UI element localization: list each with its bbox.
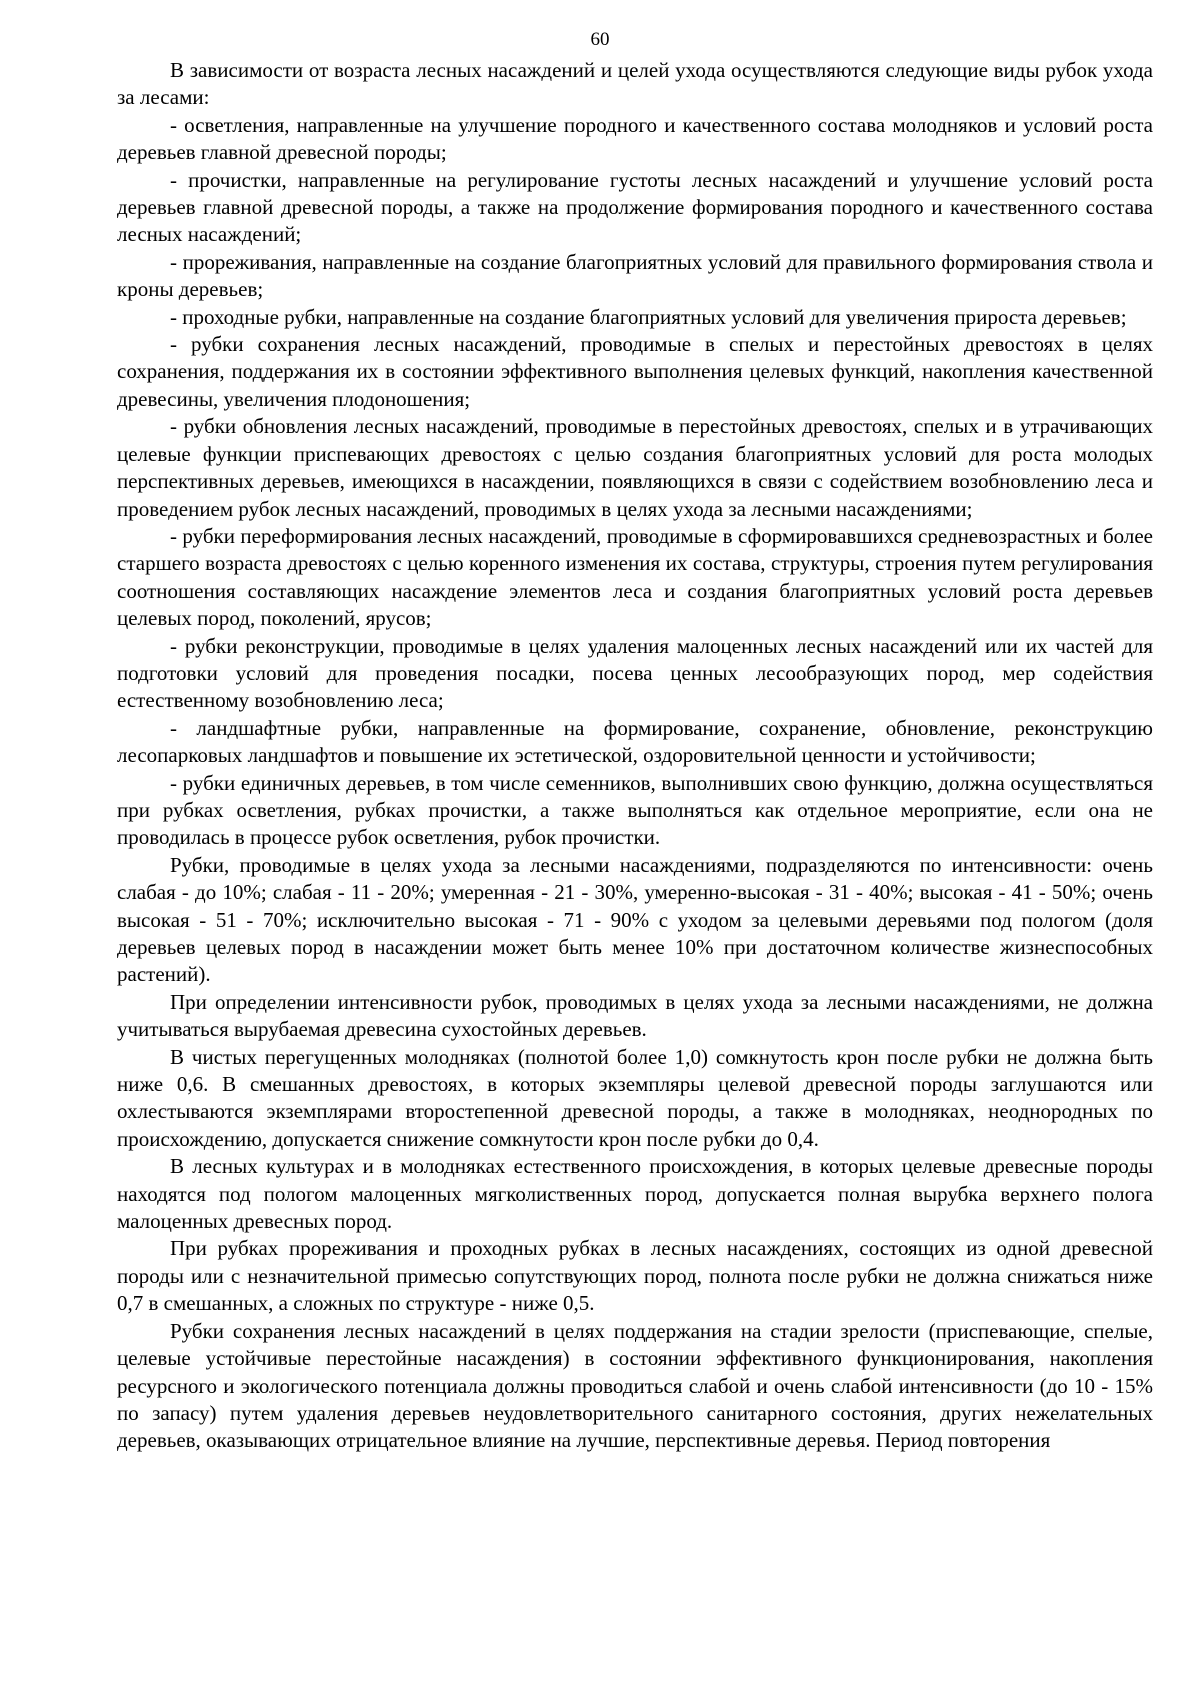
paragraph-rubki-sokhraneniya-zrelost: Рубки сохранения лесных насаждений в целях поддержания на стадии зрелости (приспевающие, спелые, целевые устойчивые перестойные насаждения) в состоянии эффективного функционирования, накопления ресурсного и экологического потенциала должны проводиться слабой и очень слабой интенсивности (до 10 - 15% по запасу) путем удаления деревьев неудовлетворительного санитарного состояния, других нежелательных деревьев, оказывающих отрицательное влияние на лучшие, перспективные деревья. Период повторения xyxy=(117,1318,1153,1453)
list-item-rubki-rekonstruktsii: - рубки реконструкции, проводимые в целях удаления малоценных лесных насаждений или их частей для подготовки условий для проведения посадки, посева ценных лесообразующих пород, мер содействия естественному возобновлению леса; xyxy=(117,633,1153,713)
paragraph-lesnye-kultury: В лесных культурах и в молодняках естественного происхождения, в которых целевые древесные породы находятся под пологом малоценных мягколиственных пород, допускается полная вырубка верхнего полога малоценных древесных пород. xyxy=(117,1154,1153,1234)
list-item-rubki-edinichnykh-derevev: - рубки единичных деревьев, в том числе семенников, выполнивших свою функцию, должна осуществляться при рубках осветления, рубках прочистки, а также выполняться как отдельное мероприятие, если она не проводилась в процессе рубок осветления, рубок прочистки. xyxy=(117,770,1153,850)
paragraph-somknutost: В чистых перегущенных молодняках (полнотой более 1,0) сомкнутость крон после рубки не должна быть ниже 0,6. В смешанных древостоях, в которых экземпляры целевой древесной породы заглушаются или охлестываются экземплярами второстепенной древесной породы, а также в молодняках, неоднородных по происхождению, допускается снижение сомкнутости крон после рубки до 0,4. xyxy=(117,1044,1153,1151)
list-item-osvetleniya: - осветления, направленные на улучшение породного и качественного состава молодняков и условий роста деревьев главной древесной породы; xyxy=(117,112,1153,165)
paragraph-opredelenie-intensivnosti: При определении интенсивности рубок, проводимых в целях ухода за лесными насаждениями, не должна учитываться вырубаемая древесина сухостойных деревьев. xyxy=(117,989,1153,1042)
list-item-prochistki: - прочистки, направленные на регулирование густоты лесных насаждений и улучшение условий роста деревьев главной древесной породы, а также на продолжение формирования породного и качественного состава лесных насаждений; xyxy=(117,167,1153,247)
list-item-rubki-obnovleniya: - рубки обновления лесных насаждений, проводимые в перестойных древостоях, спелых и в утрачивающих целевые функции приспевающих древостоях с целью создания благоприятных условий для роста молодых перспективных деревьев, имеющихся в насаждении, появляющихся в связи с содействием возобновлению леса и проведением рубок лесных насаждений, проводимых в целях ухода за лесными насаждениями; xyxy=(117,414,1153,521)
paragraph-polnota: При рубках прореживания и проходных рубках в лесных насаждениях, состоящих из одной древесной породы или с незначительной примесью сопутствующих пород, полнота после рубки не должна снижаться ниже 0,7 в смешанных, а сложных по структуре - ниже 0,5. xyxy=(117,1236,1153,1316)
list-item-prorezhivaniya: - прореживания, направленные на создание благоприятных условий для правильного формирования ствола и кроны деревьев; xyxy=(117,249,1153,302)
body-text xyxy=(117,57,1153,1455)
list-item-landshaftnye-rubki: - ландшафтные рубки, направленные на формирование, сохранение, обновление, реконструкцию лесопарковых ландшафтов и повышение их эстетической, оздоровительной ценности и устойчивости; xyxy=(117,715,1153,768)
list-item-prokhodnye-rubki: - проходные рубки, направленные на создание благоприятных условий для увеличения прироста деревьев; xyxy=(170,304,1127,329)
paragraph-intro: В зависимости от возраста лесных насаждений и целей ухода осуществляются следующие виды рубок ухода за лесами: xyxy=(117,58,1153,110)
paragraph-intensivnost: Рубки, проводимые в целях ухода за лесными насаждениями, подразделяются по интенсивности: очень слабая - до 10%; слабая - 11 - 20%; умеренная - 21 - 30%, умеренно-высокая - 31 - 40%; высокая - 41 - 50%; очень высокая - 51 - 70%; исключительно высокая - 71 - 90% с уходом за целевыми деревьями под пологом (доля деревьев целевых пород в насаждении может быть менее 10% при достаточном количестве жизнеспособных растений). xyxy=(117,852,1153,987)
page-number: 60 xyxy=(590,29,610,50)
list-item-rubki-sokhraneniya: - рубки сохранения лесных насаждений, проводимые в спелых и перестойных древостоях в целях сохранения, поддержания их в состоянии эффективного выполнения целевых функций, накопления качественной древесины, увеличения плодоношения; xyxy=(117,332,1153,411)
list-item-rubki-pereformirovaniya: - рубки переформирования лесных насаждений, проводимые в сформировавшихся средневозрастных и более старшего возраста древостоях с целью коренного изменения их состава, структуры, строения путем регулирования соотношения составляющих насаждение элементов леса и создания благоприятных условий роста деревьев целевых пород, поколений, ярусов; xyxy=(117,523,1153,631)
